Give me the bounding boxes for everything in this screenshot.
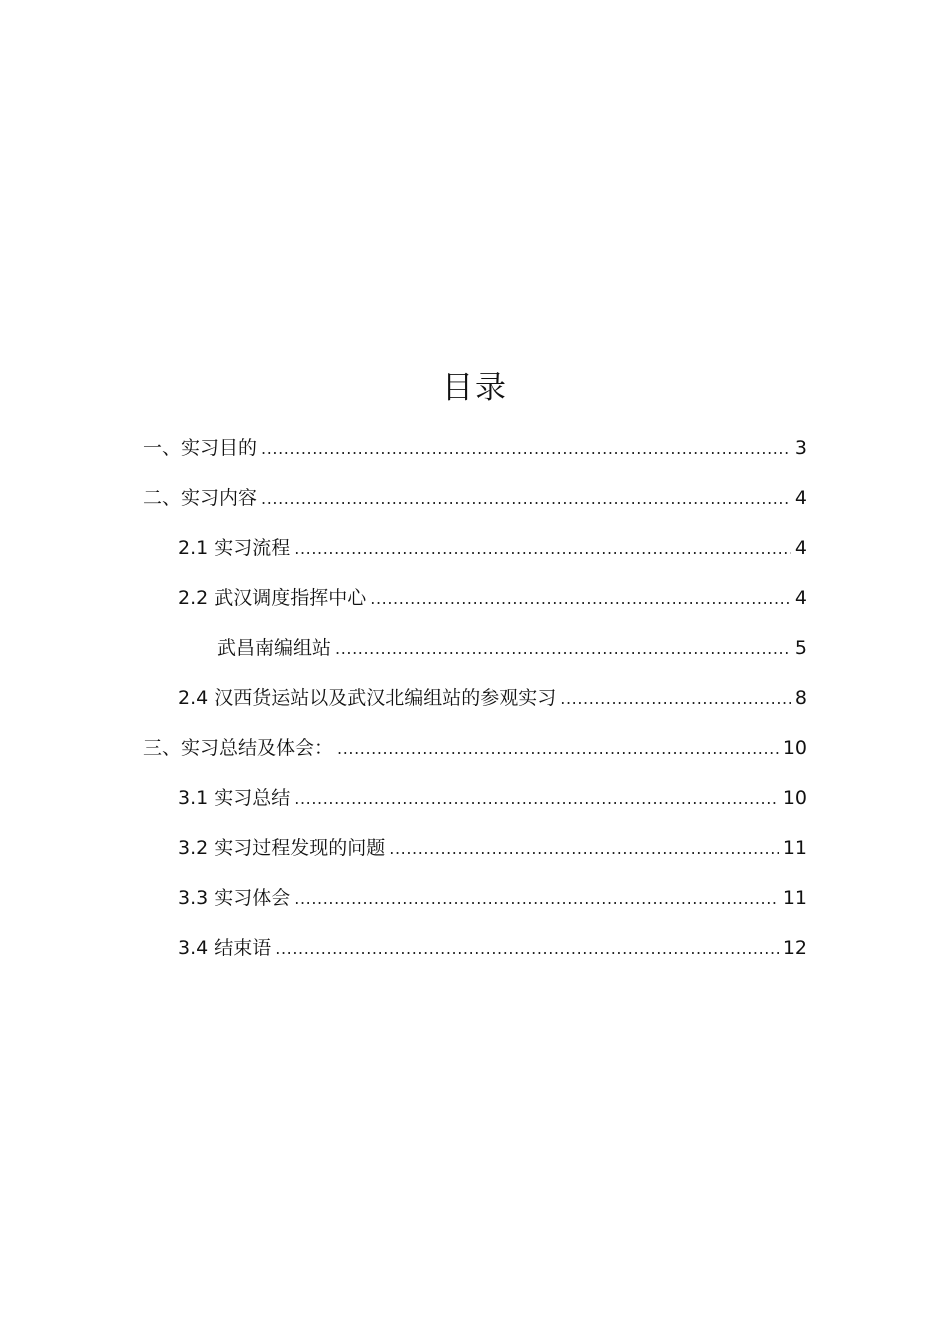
toc-entry-page: 4 (794, 587, 807, 609)
toc-entry-label: 二、实习内容 (143, 487, 258, 509)
toc-leader-dots (560, 678, 791, 719)
toc-leader-dots (389, 828, 779, 869)
toc-entry-3-4[interactable] (143, 928, 807, 978)
toc-entry-label: 武昌南编组站 (217, 637, 332, 659)
toc-leader-dots (275, 928, 779, 969)
toc-entry-label: 一、实习目的 (143, 437, 258, 459)
toc-entry-label: 3.2 实习过程发现的问题 (178, 837, 386, 859)
toc-leader-dots (261, 478, 791, 519)
toc-entry-page: 5 (794, 637, 807, 659)
table-of-contents (143, 428, 807, 978)
toc-entry-page: 8 (794, 687, 807, 709)
toc-leader-dots (294, 528, 791, 569)
toc-title: 目录 (442, 370, 508, 406)
toc-entry-2-3[interactable] (143, 628, 807, 678)
toc-entry-page: 3 (794, 437, 807, 459)
toc-entry-page: 10 (782, 787, 807, 809)
toc-entry-label: 2.1 实习流程 (178, 537, 291, 559)
toc-entry-3-2[interactable] (143, 828, 807, 878)
toc-entry-label: 2.2 武汉调度指挥中心 (178, 587, 367, 609)
toc-entry-page: 4 (794, 537, 807, 559)
toc-leader-dots (294, 878, 779, 919)
toc-entry-3-3[interactable] (143, 878, 807, 928)
toc-leader-dots (370, 578, 791, 619)
toc-entry-page: 11 (782, 837, 807, 859)
toc-entry-label: 三、实习总结及体会： (143, 737, 334, 759)
toc-entry-page: 10 (782, 737, 807, 759)
toc-entry-3[interactable] (143, 728, 807, 778)
toc-entry-2-4[interactable] (143, 678, 807, 728)
toc-entry-page: 11 (782, 887, 807, 909)
toc-entry-label: 3.1 实习总结 (178, 787, 291, 809)
toc-entry-1[interactable] (143, 428, 807, 478)
toc-entry-2-2[interactable] (143, 578, 807, 628)
toc-leader-dots (335, 628, 791, 669)
toc-entry-page: 12 (782, 937, 807, 959)
toc-entry-page: 4 (794, 487, 807, 509)
toc-entry-label: 2.4 汉西货运站以及武汉北编组站的参观实习 (178, 687, 557, 709)
toc-entry-label: 3.3 实习体会 (178, 887, 291, 909)
toc-leader-dots (294, 778, 779, 819)
toc-entry-label: 3.4 结束语 (178, 937, 272, 959)
toc-leader-dots (337, 728, 779, 769)
toc-entry-3-1[interactable] (143, 778, 807, 828)
toc-entry-2-1[interactable] (143, 528, 807, 578)
toc-entry-2[interactable] (143, 478, 807, 528)
toc-leader-dots (261, 428, 791, 469)
